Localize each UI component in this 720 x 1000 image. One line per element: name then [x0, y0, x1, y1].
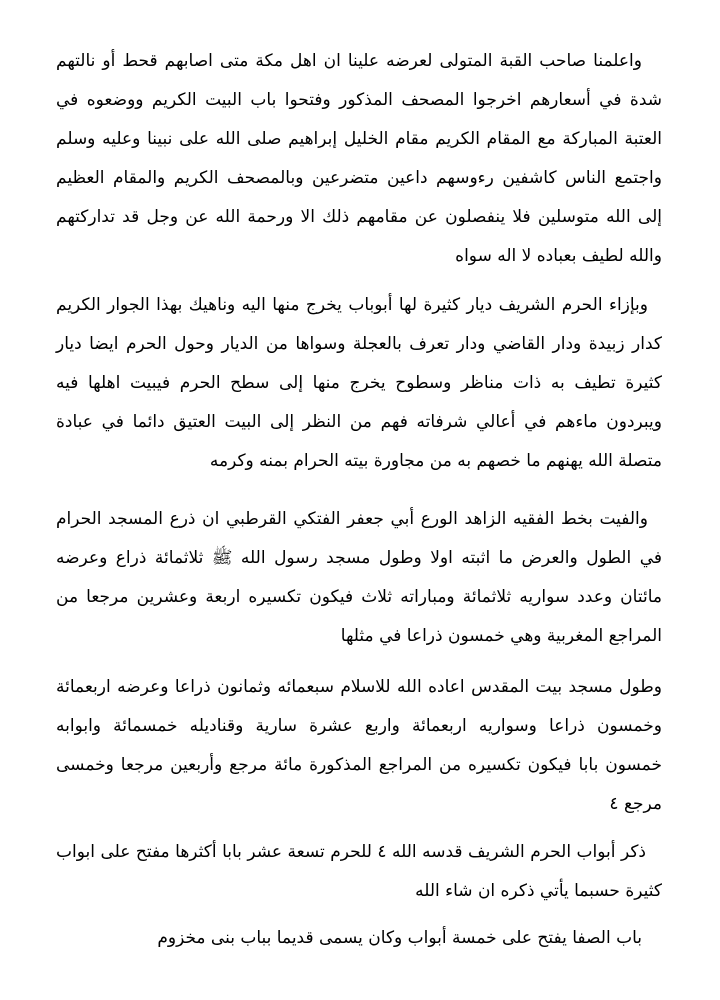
paragraph-bab-al-safa: باب الصفا يفتح على خمسة أبواب وكان يسمى قديما بباب بنى مخزوم [157, 928, 642, 948]
paragraph-houses-around-haram: وبإزاء الحرم الشريف ديار كثيرة لها أبوباب يخرج منها اليه وناهيك بهذا الجوار الكريم كدار زبيدة ودار القاضي ودار تعرف بالعجلة وسواها من الديار وحول الحرم ايضا ديار كثيرة تطيف به ذات مناظر وسطوح يخرج منها إلى سطح الحرم فيبيت اهلها فيه ويبردون ماءهم في أعالي شرفاته فهم من النظر إلى البيت العتيق دائما في عبادة متصلة الله يهنهم ما خصهم به من مجاورة بيته الحرام بمنه وكرمه [56, 295, 662, 471]
paragraph-mosque-dimensions: والفيت بخط الفقيه الزاهد الورع أبي جعفر الفتكي القرطبي ان ذرع المسجد الحرام في الطول والعرض ما اثبته اولا وطول مسجد رسول الله ﷺ ثلاثمائة ذراع وعرضه مائتان وعدد سواريه ثلاثمائة ومباراته ثلاث فيكون تكسيره اربعة وعشرين مرجعا من المراجع المغربية وهي خمسون ذراعا في مثلها [56, 509, 662, 646]
paragraph-mecca-mushaf: واعلمنا صاحب القبة المتولى لعرضه علينا ان اهل مكة متى اصابهم قحط أو نالتهم شدة في أسعارهم اخرجوا المصحف المذكور وفتحوا باب البيت الكريم ووضعوه في العتبة المباركة مع المقام الكريم مقام الخليل إبراهيم صلى الله على نبينا وعليه وسلم واجتمع الناس كاشفين رءوسهم داعين متضرعين وبالمصحف الكريم والمقام العظيم إلى الله متوسلين فلا ينفصلون عن مقامهم ذلك الا ورحمة الله عن وجل قد تداركتهم والله لطيف بعباده لا اله سواه [56, 51, 662, 266]
paragraph-haram-gates: ذكر أبواب الحرم الشريف قدسه الله ٤ للحرم تسعة عشر بابا أكثرها مفتح على ابواب كثيرة حسبما يأتي ذكره ان شاء الله [56, 842, 662, 901]
paragraph-jerusalem-mosque: وطول مسجد بيت المقدس اعاده الله للاسلام سبعمائه وثمانون ذراعا وعرضه اربعمائة وخمسون ذراعا وسواريه اربعمائة واربع عشرة سارية وقناديله خمسمائة وابوابه خمسون بابا فيكون تكسيره من المراجع المذكورة مائة مرجع وأربعين مرجعا وخمسى مرجع ٤ [56, 677, 662, 814]
